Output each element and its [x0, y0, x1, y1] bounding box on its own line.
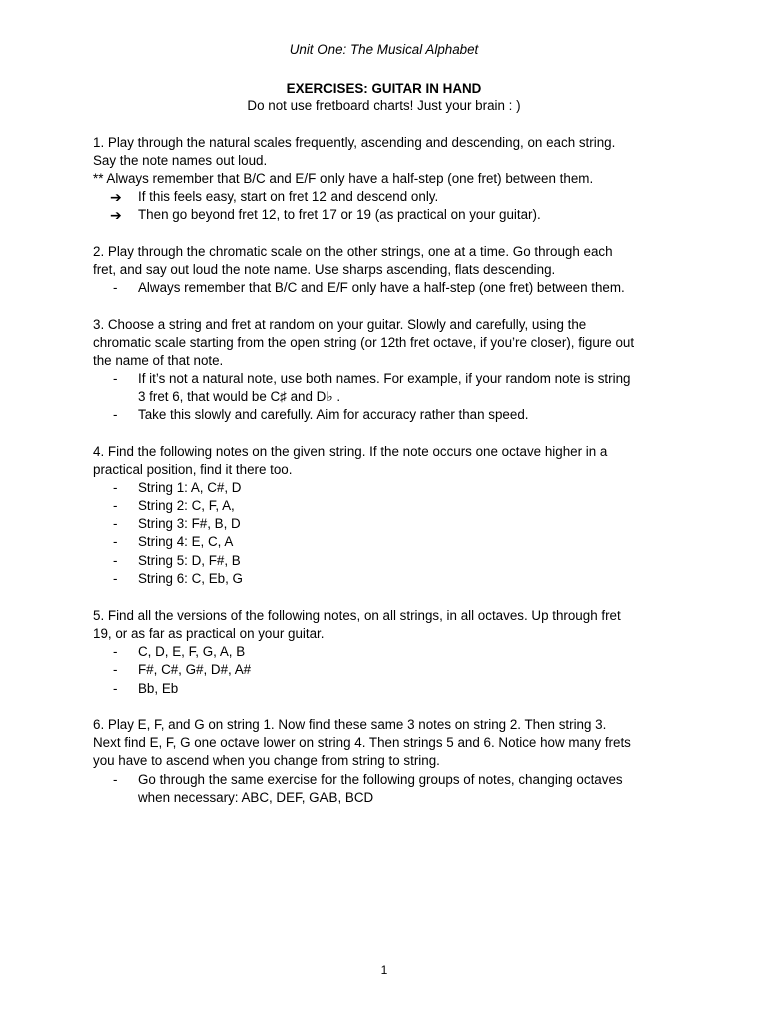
dash-bullet: - — [113, 681, 118, 696]
ex3-bullet1-line2: 3 fret 6, that would be C♯ and D♭ . — [138, 389, 341, 404]
dash-bullet: - — [113, 407, 118, 422]
ex5-item: F#, C#, G#, D#, A# — [138, 662, 252, 677]
ex4-line2: practical position, find it there too. — [93, 462, 293, 477]
ex4-line1: 4. Find the following notes on the given string. If the note occurs one octave higher in a — [93, 444, 608, 459]
dash-bullet: - — [113, 371, 118, 386]
ex4-item: String 1: A, C#, D — [138, 480, 242, 495]
ex6-bullet1-line1: Go through the same exercise for the following groups of notes, changing octaves — [138, 772, 623, 787]
ex3-line2: chromatic scale starting from the open string (or 12th fret octave, if you’re closer), figure out — [93, 335, 635, 350]
ex1-line2: Say the note names out loud. — [93, 153, 268, 168]
dash-bullet: - — [113, 534, 118, 549]
ex4-item: String 4: E, C, A — [138, 534, 234, 549]
ex6-line1: 6. Play E, F, and G on string 1. Now find these same 3 notes on string 2. Then string 3. — [93, 717, 607, 732]
dash-bullet: - — [113, 772, 118, 787]
dash-bullet: - — [113, 516, 118, 531]
page-number: 1 — [380, 963, 388, 977]
dash-bullet: - — [113, 280, 118, 295]
ex3-bullet2: Take this slowly and carefully. Aim for accuracy rather than speed. — [138, 407, 529, 422]
ex6-bullet1-line2: when necessary: ABC, DEF, GAB, BCD — [138, 790, 374, 805]
ex5-item: Bb, Eb — [138, 681, 179, 696]
dash-bullet: - — [113, 553, 118, 568]
dash-bullet: - — [113, 662, 118, 677]
ex5-item: C, D, E, F, G, A, B — [138, 644, 246, 659]
dash-bullet: - — [113, 571, 118, 586]
exercise-title: EXERCISES: GUITAR IN HAND — [286, 81, 482, 96]
ex2-bullet1: Always remember that B/C and E/F only have a half-step (one fret) between them. — [138, 280, 625, 295]
ex5-line1: 5. Find all the versions of the following notes, on all strings, in all octaves. Up through fret — [93, 608, 621, 623]
arrow-bullet-icon: ➔ — [110, 207, 122, 223]
ex6-line3: you have to ascend when you change from string to string. — [93, 753, 440, 768]
ex2-line1: 2. Play through the chromatic scale on the other strings, one at a time. Go through each — [93, 244, 613, 259]
ex4-item: String 5: D, F#, B — [138, 553, 241, 568]
ex1-bullet2: Then go beyond fret 12, to fret 17 or 19 (as practical on your guitar). — [138, 207, 541, 222]
ex6-line2: Next find E, F, G one octave lower on string 4. Then strings 5 and 6. Notice how many frets — [93, 735, 631, 750]
ex5-line2: 19, or as far as practical on your guitar. — [93, 626, 325, 641]
ex4-item: String 3: F#, B, D — [138, 516, 241, 531]
ex3-line3: the name of that note. — [93, 353, 224, 368]
ex4-item: String 6: C, Eb, G — [138, 571, 243, 586]
ex3-line1: 3. Choose a string and fret at random on your guitar. Slowly and carefully, using the — [93, 317, 587, 332]
dash-bullet: - — [113, 644, 118, 659]
ex1-bullet1: If this feels easy, start on fret 12 and descend only. — [138, 189, 439, 204]
exercise-subtitle: Do not use fretboard charts! Just your brain : ) — [247, 98, 521, 113]
ex1-line3: ** Always remember that B/C and E/F only have a half-step (one fret) between them. — [93, 171, 594, 186]
ex3-bullet1-line1: If it’s not a natural note, use both names. For example, if your random note is string — [138, 371, 631, 386]
ex2-line2: fret, and say out loud the note name. Use sharps ascending, flats descending. — [93, 262, 556, 277]
dash-bullet: - — [113, 498, 118, 513]
unit-header: Unit One: The Musical Alphabet — [289, 42, 479, 57]
ex1-line1: 1. Play through the natural scales frequently, ascending and descending, on each string. — [93, 135, 616, 150]
dash-bullet: - — [113, 480, 118, 495]
ex4-item: String 2: C, F, A, — [138, 498, 235, 513]
arrow-bullet-icon: ➔ — [110, 189, 122, 205]
